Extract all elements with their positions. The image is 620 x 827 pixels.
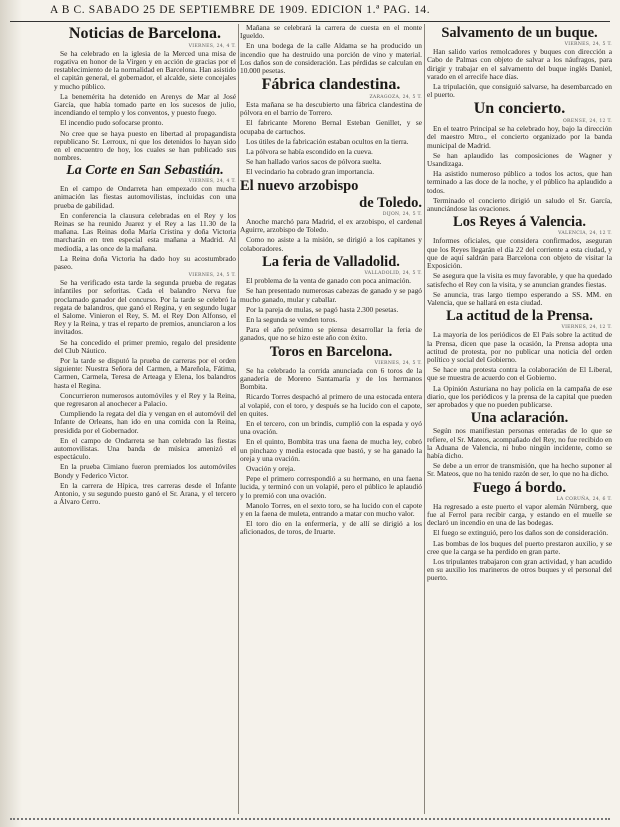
paragraph: Se asegura que la visita es muy favorable, y que ha quedado satisfecho el Rey con la visita, y se anuncian grandes fiestas. [427,271,612,289]
dateline: VIERNES, 24, 5 T. [188,273,236,279]
headline-un-concierto: Un concierto. [473,100,566,118]
paragraph: Manolo Torres, en el sexto toro, se ha lucido con el capote y en la faena de muleta, entrando a matar con mucho valor. [240,500,422,518]
paragraph: El toro dio en la enfermería, y de allí se dirigió a los aficionados, de toros, de Iruarte. [240,519,422,537]
paragraph: En el tercero, con un brindis, cumplió con la espada y oyó una ovación. [240,418,422,437]
paragraph: Se debe a un error de transmisión, que ha hecho suponer al Sr. Mateos, que no ha tenido razón de ser, lo que no ha dicho. [427,461,612,479]
paragraph: La benemérita ha detenido en Arenys de Mar al José García, que había tomado parte en los sucesos de julio, incendiando el templo y los conventos, y puesto fuego. [54,91,236,118]
paragraph: En el quinto, Bombita tras una faena de mucha ley, cobró un pinchazo y media estocada que bastó, y se ha ganado la oreja y una ovación. [240,437,422,463]
dateline: ORENSE, 24, 12 T. [562,119,612,125]
paragraph: Se han presentado numerosas cabezas de ganado y se pagó mucho ganado, mular y caballar. [240,286,422,304]
paragraph: La Opinión Asturiana no hay policía en la campaña de ese diario, que los periódicos y la prensa de la capital que pueden ser aprobados y que no pueden publicarse. [427,383,612,409]
paragraph: Se ha celebrado en la iglesia de la Merced una misa de rogativa en honor de la Virgen y en acción de gracias por el restablecimiento de la normalidad en Barcelona. Han asistido el capitán general, el gobernador, el alcalde, siete concejales y mucho público. [54,48,236,91]
headline-corte-san-sebastian: La Corte en San Sebastián. [66,163,224,179]
paragraph: Cumpliendo la regata del día y vengan en el automóvil del Infante de Orleans, han ido en una comida con la Reina, presidida por el Gobernador. [54,409,236,435]
headline-arzobispo-line1: El nuevo arzobispo [240,177,359,194]
dateline: VALENCIA, 24, 12 T. [558,231,612,237]
paragraph: La Reina doña Victoria ha dado hoy su acostumbrado paseo. [54,253,236,271]
headline-salvamento-buque: Salvamento de un buque. [441,25,598,41]
paragraph: En la segunda se venden toros. [246,314,338,324]
column-divider [424,24,425,814]
paragraph: Se hace una protesta contra la colaboración de El Liberal, que se muestra de acuerdo con el Gobierno. [427,365,612,383]
paragraph: El problema de la venta de ganado con poca animación. [246,276,411,286]
dateline: VIERNES, 24, 4 T. [188,43,236,49]
column-divider [238,24,239,814]
paragraph: Se ha verificado esta tarde la segunda prueba de regatas infantiles por seforitas. Cada el balandro Nerva fue proclamado ganador del concurso. Por la tarde se celebró la regata de balandros, que ganó el Regina, y en segundo lugar el Salome. Vinieron el Rey, S. M. el Rey Don Alfonso, el Rey y la Reina, y tras el reparto de premios, anunciaron a los invitados. [54,278,236,337]
headline-fabrica-clandestina: Fábrica clandestina. [261,76,401,94]
paragraph: Los útiles de la fabricación estaban ocultos en la tierra. [246,136,409,146]
paragraph: En la carrera de Hípica, tres carreras desde el Infante Antonio, y su segundo puesto ganó el Sr. Arana, y el tercero a Álvaro Cerro. [54,480,236,507]
dateline: LA CORUÑA, 24, 6 T. [556,496,612,502]
paragraph: Los tripulantes trabajaron con gran actividad, y han acudido en su auxilio los marineros de otros buques y el personal del puerto. [427,557,612,583]
headline-una-aclaracion: Una aclaración. [470,410,569,427]
paragraph: El vecindario ha cobrado gran importancia. [246,167,375,177]
paragraph: Informes oficiales, que considera confirmados, aseguran que los Reyes llegarán el día 22 del corriente a esta ciudad, y que de aquí saldrán para Barcelona con objeto de visitar la Exposición. [427,236,612,271]
footer-dotted-rule [10,818,610,823]
paragraph: Se han aplaudido las composiciones de Wagner y Usandizaga. [427,150,612,169]
paragraph: Se ha concedido el primer premio, regalo del presidente del Club Náutico. [54,337,236,355]
paragraph: En el campo de Ondarreta han empezado con mucha animación las fiestas automovilistas, incluidas con una prueba de gabilidad. [54,184,236,210]
paragraph: Ovación y oreja. [246,463,296,473]
dateline: VIERNES, 24, 12 T. [561,325,612,331]
paragraph: Ha regresado a este puerto el vapor alemán Nürnberg, que fue al Ferrol para recibir carga, y estando en el muelle se declaró un incendio en una de las bodegas. [427,501,612,528]
paragraph: El fabricante Moreno Bernal Esteban Genillet, y se ocupaba de cartuchos. [240,118,422,136]
headline-feria-valladolid: La feria de Valladolid. [262,253,400,270]
top-rule [10,21,610,22]
paragraph: Anoche marchó para Madrid, el ex arzobispo, el cardenal Aguirre, arzobispo de Toledo. [240,217,422,235]
dateline: ZARAGOZA, 24, 5 T. [369,95,422,101]
dateline: VIERNES, 24, 5 T. [374,360,422,366]
paragraph: Mañana se celebrará la carrera de cuesta en el monte Igueldo. [240,24,422,41]
paragraph: Ricardo Torres despachó al primero de una estocada entera al volapié, con el toro, y después se ha lucido con el capote, en quites. [240,392,422,418]
paragraph: Terminado el concierto dirigió un saludo el Sr. García, anunciándose las ovaciones. [427,195,612,214]
paragraph: No cree que se haya puesto en libertad al propagandista republicano Sr. Lerroux, ni que los detenidos lo hayan sido en el encuentro de hoy, los cuales se han publicado sus nombres. [54,128,236,163]
paragraph: Para el año próximo se piensa desarrollar la feria de ganados, que no se hizo este año con éxito. [240,325,422,343]
paragraph: Se han hallado varios sacos de pólvora suelta. [246,157,382,167]
paragraph: Se anuncia, tras largo tiempo esperando a SS. MM. en Valencia, que se hallará en esta ciudad. [427,289,612,307]
paragraph: En la prueba Cimiano fueron premiados los automóviles Bondy y Federico Victor. [54,462,236,480]
headline-fuego-bordo: Fuego á bordo. [472,479,567,496]
page-edge-shadow [0,0,22,827]
paragraph: Por la pareja de mulas, se pagó hasta 2.300 pesetas. [246,304,399,314]
column-3 [427,24,612,814]
column-2 [240,24,422,814]
masthead: A B C. SABADO 25 DE SEPTIEMBRE DE 1909. EDICION 1.ª PAG. 14. [50,4,431,16]
headline-toros-barcelona: Toros en Barcelona. [269,343,393,360]
column-1 [54,24,236,814]
dateline: VIERNES, 24, 5 T. [564,42,612,48]
paragraph: La pólvora se había escondido en la cueva. [246,147,373,157]
paragraph: Se ha celebrado la corrida anunciada con 6 toros de la ganadería de Moreno Santamaría y de los hermanos Bombita. [240,365,422,392]
paragraph: Han salido varios remolcadores y buques con dirección a Cabo de Palmas con objeto de salvar a los náufragos, para dirigir y trabajar en el salvamento del buque inglés Daniel, varado en el arrecife hace días. [427,47,612,81]
paragraph: Esta mañana se ha descubierto una fábrica clandestina de pólvora en el barrio de Torrero. [240,100,422,118]
paragraph: Las bombas de los buques del puerto prestaron auxilio, y se cree que la carga se ha perdido en gran parte. [427,538,612,556]
headline-arzobispo-line2: de Toledo. [359,194,422,211]
paragraph: Como no asiste a la misión, se dirigió a los capitanes y colaboradores. [240,235,422,253]
paragraph: En el teatro Principal se ha celebrado hoy, bajo la dirección del maestro Mtro., el concierto organizado por la banda municipal de Madrid. [427,124,612,150]
headline-actitud-prensa: La actitud de la Prensa. [446,308,593,325]
paragraph: En una bodega de la calle Aldama se ha producido un incendio que ha destruido una porción de vino y material. Los daños son de consideración. Las pérdidas se calculan en 10.000 pesetas. [240,41,422,76]
paragraph: En conferencia la clausura celebradas en el Rey y los Reinas se ha reunido Juarez y el Rey a las 11.30 de la mañana. Las Reinas doña María Cristina y doña Victoria marcharán en tren especial esta mañana a Madrid. Al mediodía, a las once de la mañana. [54,210,236,253]
paragraph: El incendio pudo sofocarse pronto. [60,118,164,128]
paragraph: Por la tarde se disputó la prueba de carreras por el orden siguiente: Nuestra Señora del Carmen, a Mareñola, Fátima, Carmen, Carmela, Teresa de Arteaga y Elena, los balandros hasta el Regina. [54,355,236,390]
dateline: DIJON, 24, 5 T. [382,212,422,218]
paragraph: La tripulación, que consiguió salvarse, ha desembarcado en el puerto. [427,82,612,100]
paragraph: Concurrieron numerosos automóviles y el Rey y la Reina, que regresaron al anochecer a Palacio. [54,390,236,408]
paragraph: Pepe el primero correspondió a su hermano, en una faena lucida, y terminó con un volapié, pero el público le aplaudió y lo premió con una ovación. [240,474,422,500]
paragraph: La mayoría de los periódicos de El País sobre la actitud de la Prensa, dicen que pase la ocasión, la Prensa adopta una actitud de protesta, por no publicar una noticia del orden político y social del Gobierno. [427,330,612,364]
dateline: VALLADOLID, 24, 5 T. [364,271,422,277]
paragraph: En el campo de Ondarreta se han celebrado las fiestas automovilistas. Una banda de música amenizó el espectáculo. [54,435,236,462]
paragraph: El fuego se extinguió, pero los daños son de consideración. [433,528,609,538]
paragraph: Ha asistido numeroso público a todos los actos, que han terminado a las doce de la noche, y el público ha aplaudido a todos. [427,169,612,195]
headline-reyes-valencia: Los Reyes á Valencia. [453,214,586,231]
headline-noticias-barcelona: Noticias de Barcelona. [68,25,222,42]
paragraph: Según nos manifiestan personas enteradas de lo que se refiere, el Sr. Mateos, acompañado del Rey, no fue recibido en la Aduana de Valencia, ni hubo ningún incidente, como se había dicho. [427,426,612,460]
dateline: VIERNES, 24, 4 T. [188,179,236,185]
